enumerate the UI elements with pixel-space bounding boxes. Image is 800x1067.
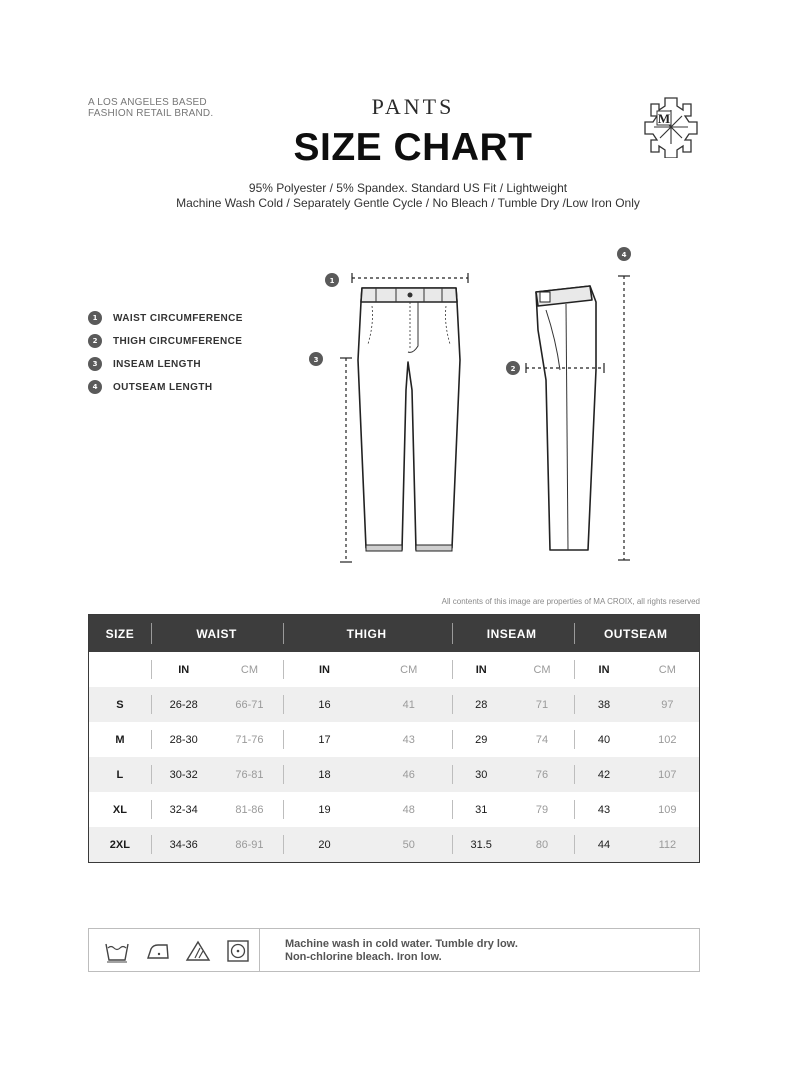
size-cell: M [115,733,125,746]
fabric-description: 95% Polyester / 5% Spandex. Standard US Fit / Lightweight [248,181,568,195]
inseam-cell-group [451,769,573,781]
unit-group-outseam [572,664,699,676]
wash-cold-icon [104,939,130,963]
size-cell: 2XL [109,838,130,851]
tumble-dry-low-icon [226,939,250,963]
legend-number-badge: 3 [88,357,102,371]
diagram-marker-2 [506,361,520,375]
outseam-cell-group [572,699,699,711]
pants-front-view [358,288,460,550]
diagram-marker-2-label: 2 [510,365,516,373]
table-header-row [89,615,699,652]
inseam-cell-group [451,734,573,746]
outseam-in-cell: 43 [597,803,611,816]
legend-item-2 [88,334,242,348]
waist-cm-cell: 71-76 [235,733,264,746]
thigh-cm-cell: 50 [402,838,415,851]
waist-in-cell: 32-34 [169,803,198,816]
legend-label: INSEAM LENGTH [113,358,201,370]
diagram-marker-4 [617,247,631,261]
legend-number-badge: 1 [88,311,102,325]
thigh-cell-group [282,839,450,851]
outseam-in-cell: 44 [597,838,611,851]
care-text [285,938,518,964]
legend-item-1 [88,311,243,325]
care-divider [259,929,260,971]
thigh-in-cell: 16 [318,698,331,711]
inseam-cm-cell: 79 [535,803,549,816]
copyright-notice: All contents of this image are properties of MA CROIX, all rights reserved [441,597,700,606]
diagram-marker-3-label: 3 [313,356,319,364]
size-cell: S [116,698,124,711]
legend-number-badge: 2 [88,334,102,348]
unit-cm: CM [533,663,551,676]
outseam-cm-cell: 109 [658,803,677,816]
unit-in: IN [318,663,330,676]
inseam-cm-cell: 76 [535,768,549,781]
outseam-in-cell: 42 [597,768,611,781]
unit-in: IN [178,663,190,676]
header-waist: WAIST [196,626,237,641]
brand-tagline-line2: FASHION RETAIL BRAND. [88,108,214,119]
page-title: SIZE CHART [293,126,533,169]
waist-in-cell: 26-28 [169,698,198,711]
care-instructions [88,928,700,972]
thigh-in-cell: 20 [318,838,331,851]
thigh-cm-cell: 41 [402,698,415,711]
thigh-cm-cell: 43 [402,733,415,746]
outseam-cell-group [572,734,699,746]
unit-group-thigh [282,664,450,676]
inseam-cm-cell: 74 [535,733,549,746]
header-outseam: OUTSEAM [603,626,668,641]
thigh-cell-group [282,769,450,781]
waist-cell-group [151,804,283,816]
unit-group-waist [151,664,283,676]
care-description: Machine Wash Cold / Separately Gentle Cycle / No Bleach / Tumble Dry /Low Iron Only [176,196,640,210]
thigh-cell-group [282,734,450,746]
outseam-in-cell: 38 [597,698,611,711]
legend-item-4 [88,380,213,394]
thigh-cell-group [282,699,450,711]
waist-cm-cell: 76-81 [235,768,264,781]
diagram-marker-4-label: 4 [621,251,627,259]
non-chlorine-bleach-icon [185,939,211,963]
table-row [89,792,699,827]
inseam-in-cell: 31.5 [470,838,492,851]
inseam-in-cell: 29 [475,733,488,746]
diagram-marker-3 [309,352,323,366]
inseam-cell-group [451,804,573,816]
outseam-cm-cell: 112 [658,838,677,851]
legend-label: THIGH CIRCUMFERENCE [113,335,243,347]
table-row [89,757,699,792]
thigh-cell-group [282,804,450,816]
waist-cell-group [151,839,283,851]
outseam-cm-cell: 102 [658,733,677,746]
care-text-line2: Non-chlorine bleach. Iron low. [285,951,442,963]
iron-low-icon [145,939,171,963]
size-cell: XL [112,803,127,816]
unit-in: IN [475,663,487,676]
thigh-cm-cell: 46 [402,768,415,781]
outseam-cell-group [572,769,699,781]
care-text-line1: Machine wash in cold water. Tumble dry low. [285,938,518,950]
inseam-cell-group [451,839,573,851]
thigh-in-cell: 19 [318,803,331,816]
unit-group-inseam [451,664,573,676]
size-cell: L [116,768,124,781]
unit-cm: CM [400,663,418,676]
table-row [89,827,699,862]
legend-label: WAIST CIRCUMFERENCE [113,312,243,324]
waist-cm-cell: 66-71 [235,698,264,711]
thigh-in-cell: 17 [318,733,331,746]
diagram-marker-1 [325,273,339,287]
header-inseam: INSEAM [486,626,537,641]
thigh-in-cell: 18 [318,768,331,781]
table-row [89,722,699,757]
legend-number-badge: 4 [88,380,102,394]
waist-cell-group [151,699,283,711]
page-kicker: PANTS [371,94,455,119]
table-unit-row [89,652,699,687]
legend-item-3 [88,357,201,371]
inseam-in-cell: 28 [475,698,488,711]
thigh-cm-cell: 48 [402,803,415,816]
care-icons [97,938,257,964]
cross-crest-logo [640,96,702,158]
pants-diagram [300,240,640,580]
header-size: SIZE [105,626,135,641]
outseam-cell-group [572,839,699,851]
inseam-cell-group [451,699,573,711]
outseam-cm-cell: 107 [658,768,677,781]
brand-tagline-line1: A LOS ANGELES BASED [88,97,207,108]
waist-cm-cell: 81-86 [235,803,264,816]
waist-in-cell: 30-32 [169,768,198,781]
waist-cell-group [151,734,283,746]
unit-cm: CM [240,663,259,676]
waist-in-cell: 28-30 [169,733,198,746]
legend-label: OUTSEAM LENGTH [113,381,213,393]
unit-in: IN [598,663,610,676]
inseam-cm-cell: 71 [535,698,549,711]
waist-cm-cell: 86-91 [235,838,264,851]
diagram-marker-1-label: 1 [329,277,335,285]
outseam-cell-group [572,804,699,816]
waist-cell-group [151,769,283,781]
unit-cm: CM [658,663,676,676]
inseam-in-cell: 30 [475,768,488,781]
inseam-cm-cell: 80 [535,838,549,851]
header-thigh: THIGH [346,626,387,641]
size-table [88,614,700,863]
logo-monogram: M [657,111,671,126]
outseam-in-cell: 40 [597,733,611,746]
waist-in-cell: 34-36 [169,838,198,851]
inseam-in-cell: 31 [475,803,488,816]
outseam-cm-cell: 97 [661,698,674,711]
table-row [89,687,699,722]
